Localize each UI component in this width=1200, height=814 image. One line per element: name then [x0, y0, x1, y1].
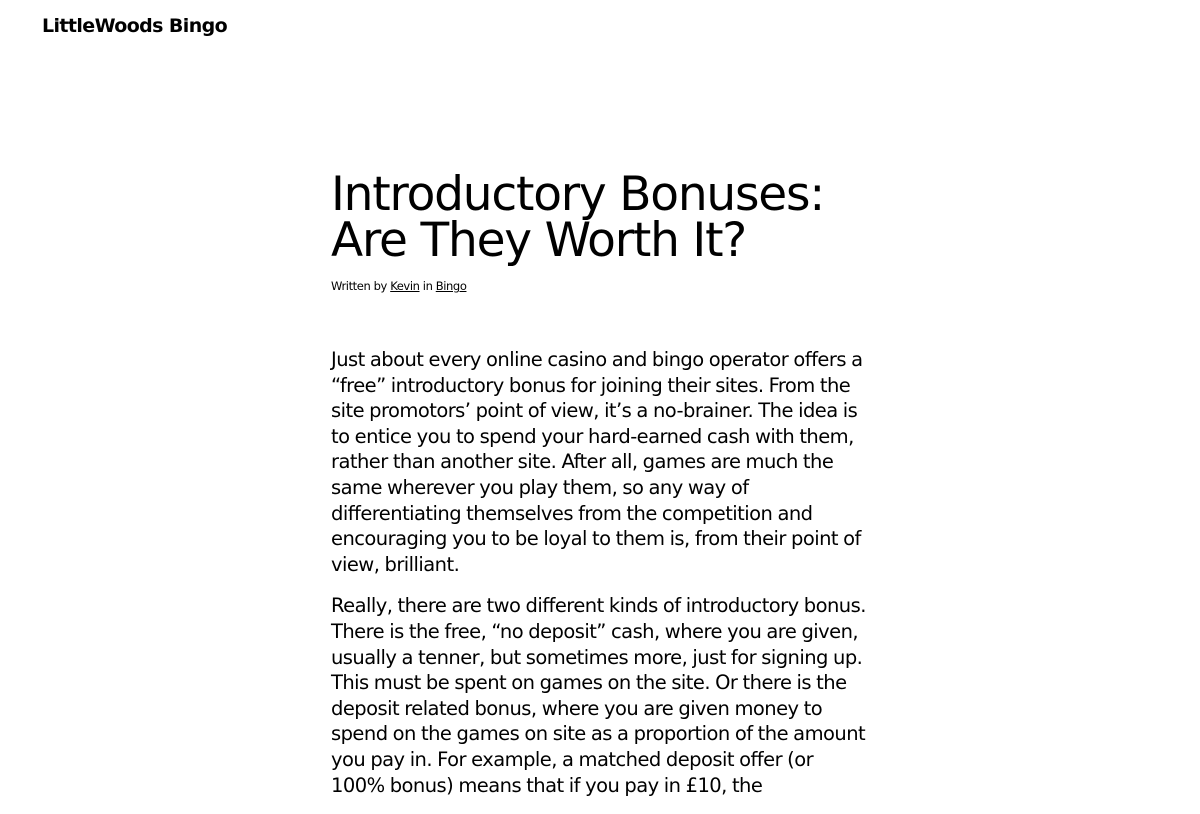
author-link[interactable]: Kevin: [390, 279, 420, 293]
category-link[interactable]: Bingo: [435, 279, 467, 293]
post-paragraph: Really, there are two different kinds of introductory bonus. There is the free, “no deposit” cash, where you are given, usually a tenner, but sometimes more, just for signing up. This must be spent on games on the site. Or there is the deposit related bonus, where you are given money to spend on the games on site as a proportion of the amount you pay in. For example, a matched deposit offer (or 100% bonus) means that if you pay in £10, the: [331, 594, 866, 797]
in-label: in: [422, 279, 433, 293]
post-paragraph: Just about every online casino and bingo operator offers a “free” introductory bonus for joining their sites. From the site promotors’ point of view, it’s a no-brainer. The idea is to entice you to spend your hard-earned cash with them, rather than another site. After all, games are much the same wherever you play them, so any way of differentiating themselves from the competition and encouraging you to be loyal to them is, from their point of view, brilliant.: [331, 348, 863, 576]
post-meta: [331, 279, 871, 293]
site-title-link[interactable]: LittleWoods Bingo: [42, 15, 228, 37]
written-by-label: Written by: [331, 279, 387, 293]
post-article: [331, 167, 871, 814]
post-body: [331, 347, 871, 798]
post-title: Introductory Bonuses: Are They Worth It?: [331, 167, 824, 268]
